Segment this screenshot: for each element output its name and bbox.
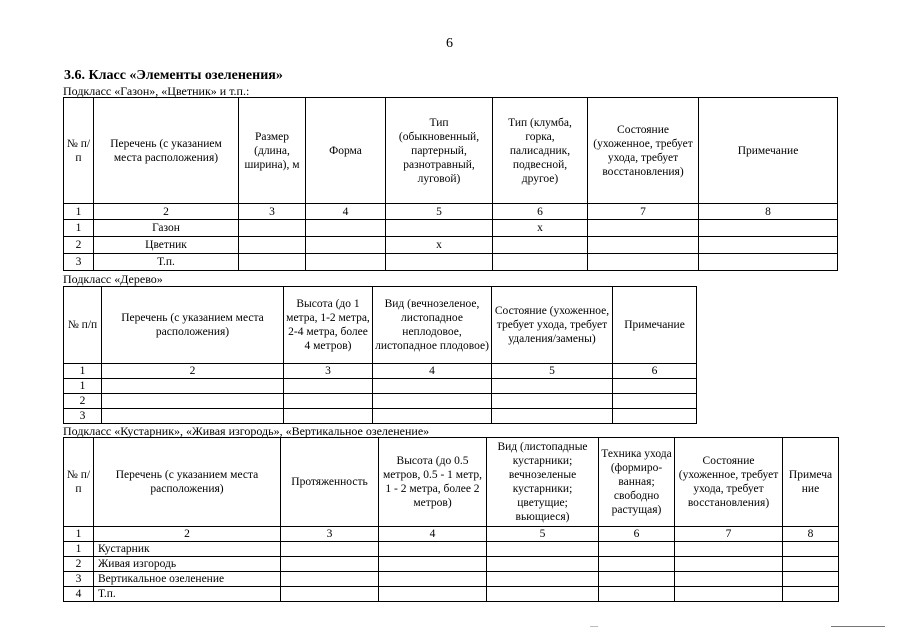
table-cell: х (493, 220, 588, 237)
table-cell (487, 587, 599, 602)
shrub-table-body (64, 438, 839, 602)
table-cell (386, 220, 493, 237)
table-cell (613, 409, 697, 424)
table-cell (281, 587, 379, 602)
column-header: Перечень (с указанием места расположения) (102, 287, 284, 364)
table-cell (379, 587, 487, 602)
table-row (64, 220, 838, 237)
column-number: 4 (373, 364, 492, 379)
table-cell (493, 254, 588, 271)
section-title: 3.6. Класс «Элементы озеленения» (64, 68, 283, 83)
column-header: Перечень (с указанием места расположения) (94, 438, 281, 527)
column-number: 8 (699, 204, 838, 220)
column-header: Состояние (ухоженное, требует ухода, требует восстановления) (675, 438, 783, 527)
table-cell (783, 557, 839, 572)
table-cell (599, 587, 675, 602)
column-number: 4 (379, 527, 487, 542)
table-cell (373, 409, 492, 424)
table-cell (613, 394, 697, 409)
column-number: 1 (64, 527, 94, 542)
table-row (64, 557, 839, 572)
lawn-table (63, 97, 838, 271)
tree-table (63, 286, 697, 424)
table-row (64, 409, 697, 424)
table-cell (379, 572, 487, 587)
table-cell (281, 572, 379, 587)
table-cell (699, 220, 838, 237)
table-cell (487, 557, 599, 572)
table-cell (675, 542, 783, 557)
column-header: Форма (306, 98, 386, 204)
table-cell: 3 (64, 254, 94, 271)
column-header: № п/п (64, 438, 94, 527)
shrub-table (63, 437, 839, 602)
table-cell (379, 542, 487, 557)
table-cell (783, 572, 839, 587)
table-header-row (64, 287, 697, 364)
column-number: 6 (613, 364, 697, 379)
table-cell: Цветник (94, 237, 239, 254)
column-header: Вид (листопадные кустарники; вечнозеленые кустарники; цветущие; вьющиеся) (487, 438, 599, 527)
table-cell (102, 394, 284, 409)
table-cell (306, 254, 386, 271)
column-number: 6 (493, 204, 588, 220)
table-cell: 3 (64, 409, 102, 424)
table-cell: Кустарник (94, 542, 281, 557)
table-cell (783, 542, 839, 557)
table-header-row (64, 438, 839, 527)
table-cell (599, 557, 675, 572)
table-cell (675, 572, 783, 587)
shrub-subclass-title: Подкласс «Кустарник», «Живая изгородь», «Вертикальное озеленение» (63, 424, 430, 438)
column-header: Состояние (ухоженное, требует ухода, требует восстановления) (588, 98, 699, 204)
table-cell (599, 542, 675, 557)
table-cell (102, 409, 284, 424)
table-row (64, 394, 697, 409)
table-cell: 1 (64, 220, 94, 237)
lawn-subclass-title: Подкласс «Газон», «Цветник» и т.п.: (63, 84, 250, 98)
table-cell: х (386, 237, 493, 254)
table-cell: 3 (64, 572, 94, 587)
page-mark (831, 626, 885, 627)
table-cell (492, 379, 613, 394)
column-header: Протяженность (281, 438, 379, 527)
column-number: 8 (783, 527, 839, 542)
column-header: Вид (вечнозеленое, листопадное неплодовое, листопадное плодовое) (373, 287, 492, 364)
table-cell (492, 409, 613, 424)
table-row (64, 587, 839, 602)
column-number: 1 (64, 204, 94, 220)
column-number: 7 (588, 204, 699, 220)
table-cell: Т.п. (94, 587, 281, 602)
column-header: Примечание (613, 287, 697, 364)
table-cell (588, 254, 699, 271)
column-number: 7 (675, 527, 783, 542)
table-cell (281, 557, 379, 572)
table-cell (588, 237, 699, 254)
table-row (64, 542, 839, 557)
table-cell (373, 394, 492, 409)
tree-subclass-title: Подкласс «Дерево» (63, 272, 163, 286)
column-number: 4 (306, 204, 386, 220)
table-cell (487, 542, 599, 557)
table-cell (699, 254, 838, 271)
table-cell (675, 587, 783, 602)
table-cell (239, 237, 306, 254)
column-header: Размер (длина, ширина), м (239, 98, 306, 204)
table-cell (613, 379, 697, 394)
table-cell (599, 572, 675, 587)
table-row (64, 254, 838, 271)
column-header: Техника ухода (формиро-ванная; свободно растущая) (599, 438, 675, 527)
table-cell: Газон (94, 220, 239, 237)
table-cell (699, 237, 838, 254)
table-cell (588, 220, 699, 237)
table-cell: Живая изгородь (94, 557, 281, 572)
table-cell (284, 409, 373, 424)
column-number-row (64, 527, 839, 542)
column-number: 2 (94, 527, 281, 542)
column-number: 6 (599, 527, 675, 542)
table-cell: 1 (64, 379, 102, 394)
column-header: Тип (обыкновенный, партерный, разнотравный, луговой) (386, 98, 493, 204)
table-cell (281, 542, 379, 557)
table-header-row (64, 98, 838, 204)
column-header: Примеча ние (783, 438, 839, 527)
column-header: Состояние (ухоженное, требует ухода, требует удаления/замены) (492, 287, 613, 364)
column-number: 5 (487, 527, 599, 542)
table-cell: 1 (64, 542, 94, 557)
tree-table-body (64, 287, 697, 424)
table-cell (386, 254, 493, 271)
table-cell (783, 587, 839, 602)
page-mark (590, 626, 598, 627)
table-cell: 2 (64, 394, 102, 409)
table-cell (284, 379, 373, 394)
table-row (64, 237, 838, 254)
table-cell (306, 237, 386, 254)
table-row (64, 379, 697, 394)
column-number: 5 (492, 364, 613, 379)
table-cell: Вертикальное озеленение (94, 572, 281, 587)
column-number: 2 (94, 204, 239, 220)
table-cell (306, 220, 386, 237)
column-header: № п/п (64, 98, 94, 204)
lawn-table-body (64, 98, 838, 271)
table-cell: 4 (64, 587, 94, 602)
column-number: 3 (281, 527, 379, 542)
table-cell (675, 557, 783, 572)
table-cell: 2 (64, 557, 94, 572)
table-cell: 2 (64, 237, 94, 254)
table-cell (239, 254, 306, 271)
column-header: № п/п (64, 287, 102, 364)
table-cell: Т.п. (94, 254, 239, 271)
column-header: Высота (до 0.5 метров, 0.5 - 1 метр, 1 - 2 метра, более 2 метров) (379, 438, 487, 527)
column-header: Примечание (699, 98, 838, 204)
table-cell (492, 394, 613, 409)
table-cell (379, 557, 487, 572)
column-number: 2 (102, 364, 284, 379)
table-cell (487, 572, 599, 587)
table-row (64, 572, 839, 587)
column-number: 3 (239, 204, 306, 220)
page-number: 6 (446, 36, 453, 51)
table-cell (373, 379, 492, 394)
column-header: Высота (до 1 метра, 1-2 метра, 2-4 метра, более 4 метров) (284, 287, 373, 364)
column-number: 1 (64, 364, 102, 379)
column-header: Перечень (с указанием места расположения) (94, 98, 239, 204)
column-number: 5 (386, 204, 493, 220)
table-cell (102, 379, 284, 394)
column-number-row (64, 364, 697, 379)
table-cell (493, 237, 588, 254)
column-number-row (64, 204, 838, 220)
table-cell (284, 394, 373, 409)
column-header: Тип (клумба, горка, палисадник, подвесной, другое) (493, 98, 588, 204)
table-cell (239, 220, 306, 237)
column-number: 3 (284, 364, 373, 379)
